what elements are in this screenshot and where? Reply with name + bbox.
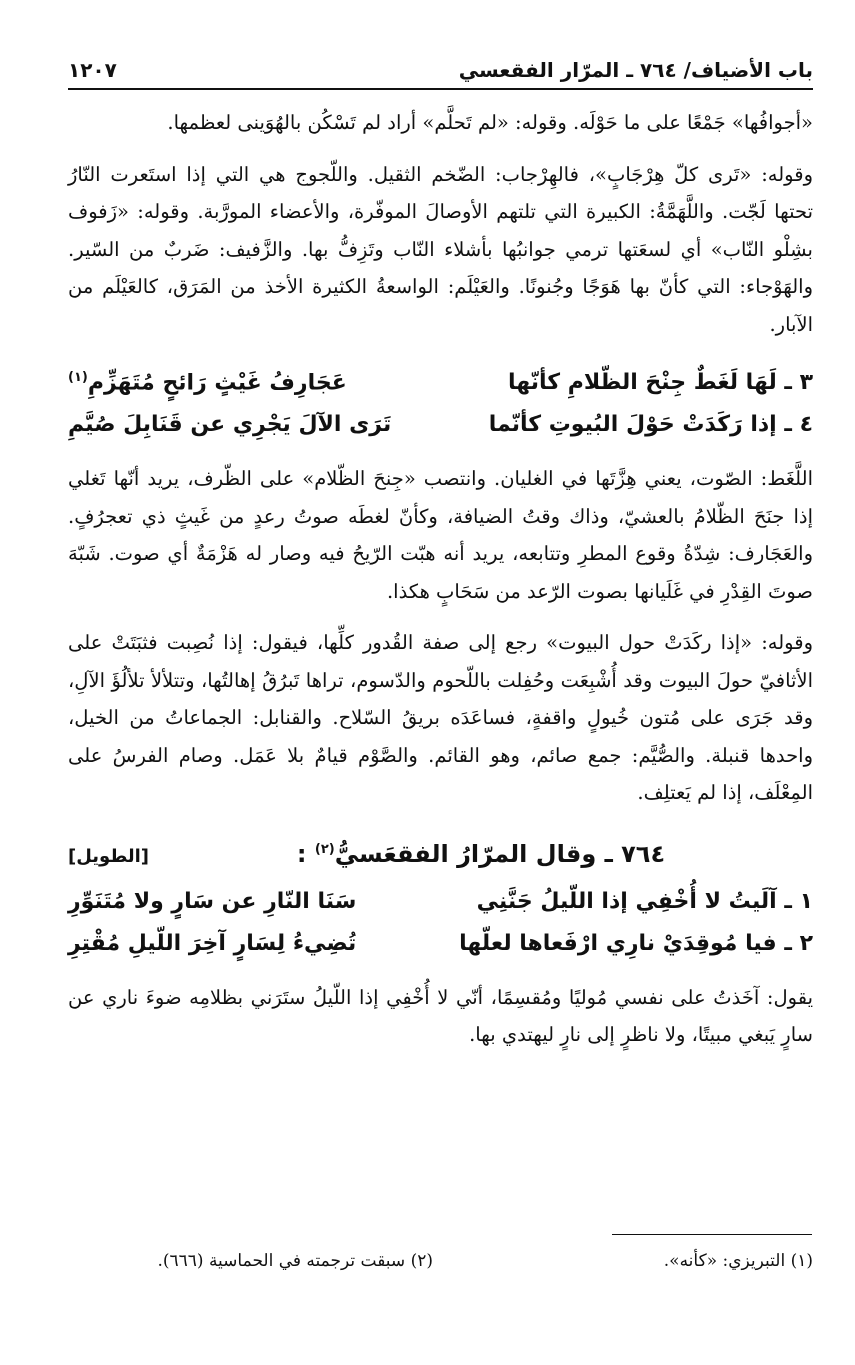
paragraph-4: وقوله: «إذا ركَدَتْ حول البيوت» رجع إلى صفة القُدور كلِّها، فيقول: إذا نُصِبت فثبَتَتْ على الأثافيّ حولَ البيوت وقد أُشْبِعَت وحُفِلت باللّحوم والدّسوم، تراها تَبرُقُ إهالتُها، وتتلألأ تلألُؤَ الآلِ، وقد جَرَى على مُتون خُيولٍ واقفةٍ، فساعَدَه بريقُ السّلاح. والقنابل: الجماعاتُ من الخيل، واحدها قنبلة. والصُّيَّم: جمع صائم، وهو القائم. والصَّوْم قيامٌ بلا عَمَل. وصام الفرسُ على المِعْلَف، إذا لم يَعتلِف. (68, 631, 813, 805)
paragraph-2: وقوله: «تَرى كلّ هِرْجَابٍ»، فالهِرْجاب: الضّخم الثقيل. واللّجوج هي التي إذا استَعرت النّارُ تحتها لَجّت. واللَّهَمَّةُ: الكبيرة التي تلتهم الأوصالَ الموفّرة، والأعضاء المورَّبة. وقوله: «زَفوف بشِلْو النّاب» أي لسعَتها ترمي جوانبُها بأشلاء النّاب وتَزِفُّ بها. والزَّفيف: ضَربٌ من السّير. والهَوْجاء: التي كأنّ بها هَوَجًا وجُنونًا. والعَيْلَم: الواسعةُ الكثيرة الأخذ من المَرَق، كالعَيْلَم من الآبار. (68, 162, 813, 336)
verse-b1-second-hemistich: سَنَا النّارِ عن سَارٍ ولا مُتَنَوِّرِ (68, 888, 357, 914)
verse-line-3 (68, 357, 813, 404)
section-heading (68, 826, 813, 881)
verse-line-b1 (68, 881, 813, 923)
verse-line-b2 (68, 923, 813, 965)
running-header (68, 58, 813, 90)
running-title: باب الأضياف/ ٧٦٤ ـ المرّار الفقعسي (458, 58, 813, 82)
verse-b2-second-hemistich: تُضِيءُ لِسَارٍ آخِرَ اللّيلِ مُقْتِرِ (68, 930, 357, 956)
section-title (149, 826, 813, 878)
footnote-ref-2: (٢) (314, 841, 335, 857)
verse-3-second-text: عَجَارِفُ غَيْثٍ رَائحٍ مُتَهَزِّمِ (87, 370, 347, 396)
verse-3-second-hemistich (68, 357, 347, 404)
footnote-2: (٢) سبقت ترجمته في الحماسية (٦٦٦). (157, 1251, 433, 1271)
page-number: ١٢٠٧ (68, 58, 117, 82)
page-body (68, 58, 813, 1054)
paragraph-1: «أجوافُها» جَمْعًا على ما حَوْلَه. وقوله: «لم تَحلَّم» أراد لم تَسْكُن بالهُوَينى لعظمها. (167, 111, 813, 134)
verse-line-4 (68, 404, 813, 446)
section-title-text: ٧٦٤ ـ وقال المرّارُ الفقعَسيُّ (334, 839, 666, 868)
verse-3-first-hemistich: ٣ ـ لَهَا لَغَطٌ جِنْحَ الظّلامِ كأنّها (507, 370, 813, 396)
section-colon: : (296, 839, 307, 868)
verse-4-first-hemistich: ٤ ـ إذا رَكَدَتْ حَوْلَ البُيوتِ كأنّما (488, 412, 813, 438)
meter-label: [الطويل] (68, 845, 150, 867)
footnote-divider (612, 1234, 812, 1235)
footnote-1: (١) التبريزي: «كأنه». (663, 1251, 813, 1271)
paragraph-3: اللَّغَط: الصّوت، يعني هِزَّتَها في الغليان. وانتصب «جِنحَ الظّلام» على الظّرف، يريد أنّها تَغلي إذا جنَحَ الظّلامُ بالعشيّ، وذاك وقتُ الضيافة، وكأنّ لغطَه صوتُ رعدٍ من غَيثٍ ذي تعجرُفٍ. والعَجَارف: شِدّةُ وقوع المطرِ وتتابعه، يريد أنه هبّت الرّيحُ فيه وصار له هَزْمَةٌ أي صوت. شَبّهَ صوتَ القِدْرِ في غَلَيانها بصوت الرّعد من سَحَابٍ هكذا. (68, 467, 813, 603)
footnote-ref-1: (١) (68, 370, 88, 385)
paragraph-5: يقول: آخَذتُ على نفسي مُوليًا ومُقسِمًا، أنّي لا أُخْفِي إذا اللّيلُ ستَرَني بظلامِه ضوءَ ناري عن سارٍ يَبغي مبيتًا، ولا ناظرٍ إلى نارٍ ليهتدي بها. (68, 985, 813, 1047)
footnotes (68, 1251, 813, 1271)
verse-4-second-hemistich: تَرَى الآلَ يَجْرِي عن قَنَابِلَ صُيَّمِ (68, 412, 392, 438)
verse-b1-first-hemistich: ١ ـ آلَيتُ لا أُخْفِي إذا اللّيلُ جَنَّنِي (476, 888, 813, 914)
verse-b2-first-hemistich: ٢ ـ فيا مُوقِدَيْ نارِي ارْفَعاها لعلّها (459, 930, 813, 956)
